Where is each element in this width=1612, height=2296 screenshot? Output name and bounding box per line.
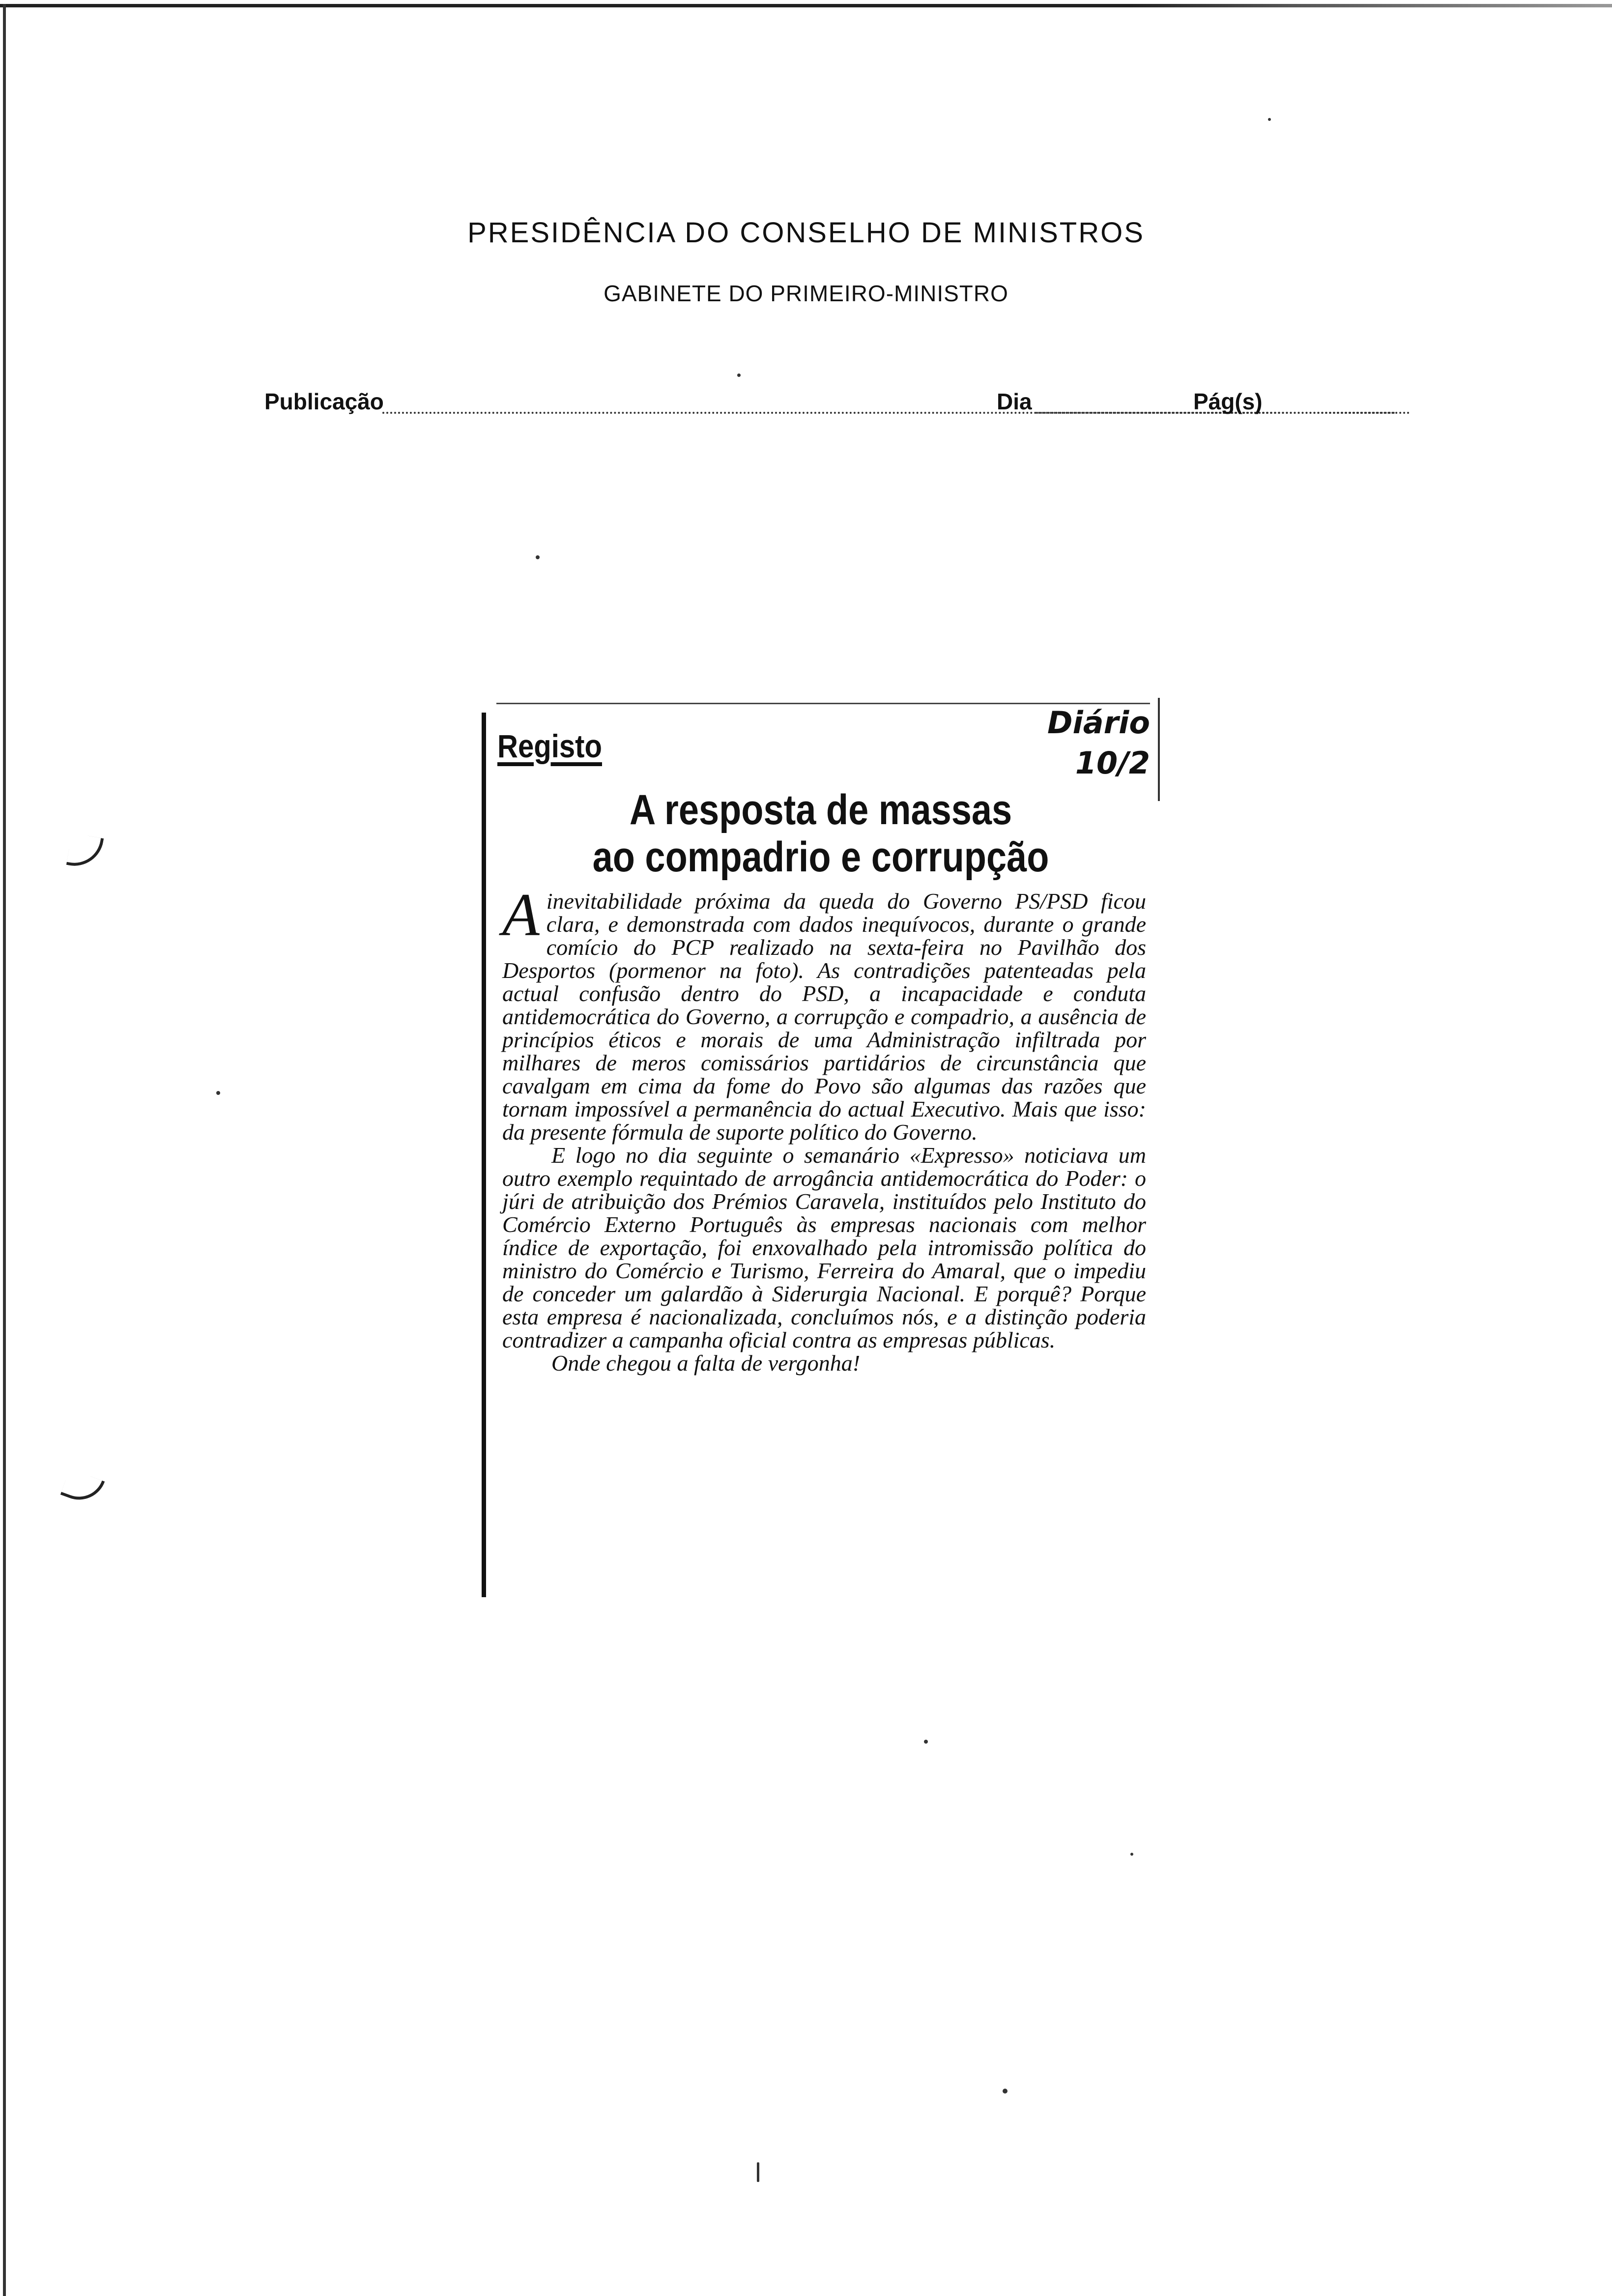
- scan-speck: [1003, 2089, 1008, 2094]
- handwritten-source: Diário: [1047, 705, 1150, 741]
- publicacao-label: Publicação: [264, 389, 384, 414]
- headline-line-1: A resposta de massas: [629, 786, 1012, 833]
- article-body: [502, 881, 1146, 1376]
- margin-pencil-mark: [60, 1469, 105, 1508]
- publication-fields: [264, 388, 1395, 423]
- scan-border-left: [3, 4, 6, 2296]
- scan-speck: [1268, 118, 1271, 121]
- headline-line-2: ao compadrio e corrupção: [592, 833, 1049, 881]
- paragraph-1-text: inevitabilidade próxima da queda do Governo PS/PSD ficou clara, e demonstrada com dados inequívocos, durante o grande comício do PCP realizado na sexta-feira no Pavilhão dos Desportos (pormenor na foto). As contradições patenteadas pela actual confusão dentro do PSD, a incapacidade e conduta antidemocrática do Governo, a corrupção e compadrio, a ausência de princípios éticos e morais de uma Administração infiltrada por milhares de meros comissários partidários de circunstância que cavalgam em cima da fome do Povo são algumas das razões que tornam impossível a permanência do actual Executivo. Mais que isso: da presente fórmula de suporte político do Governo.: [502, 889, 1146, 1145]
- pags-blank: [1262, 412, 1395, 414]
- paragraph-1: [502, 881, 1146, 1145]
- paragraph-2: E logo no dia seguinte o semanário «Expresso» noticiava um outro exemplo requintado de arrogância antidemocrática do Poder: o júri de atribuição dos Prémios Caravela, instituídos pelo Instituto do Comércio Externo Português às empresas nacionais com melhor índice de exportação, foi enxovalhado pela intromissão política do ministro do Comércio e Turismo, Ferreira do Amaral, que o impediu de conceder um galardão à Siderurgia Nacional. E porquê? Porque esta empresa é nacionalizada, concluímos nós, e a distinção poderia contradizer a campanha oficial contra as empresas públicas.: [502, 1143, 1146, 1352]
- pags-label: Pág(s): [1193, 389, 1263, 414]
- scan-speck: [216, 1091, 220, 1095]
- handwritten-date: 10/2: [1075, 745, 1150, 781]
- clipping-left-rule: [482, 713, 486, 1597]
- scan-border-top: [0, 4, 1612, 7]
- drop-cap: A: [502, 881, 540, 948]
- handwritten-annotation: [1003, 703, 1150, 783]
- margin-pencil-mark: [66, 833, 104, 870]
- dia-label: Dia: [997, 389, 1032, 414]
- article-headline: [554, 786, 1087, 881]
- newspaper-clipping: [482, 698, 1170, 1592]
- letterhead-title: PRESIDÊNCIA DO CONSELHO DE MINISTROS: [467, 217, 1145, 249]
- section-label: Registo: [497, 728, 602, 764]
- letterhead-subtitle: GABINETE DO PRIMEIRO-MINISTRO: [604, 281, 1008, 306]
- scan-speck: [536, 555, 540, 559]
- clipping-right-rule: [1158, 698, 1160, 801]
- scan-speck: [737, 373, 741, 377]
- scan-speck: [757, 2162, 759, 2182]
- paragraph-3: Onde chegou a falta de vergonha!: [551, 1350, 861, 1376]
- scan-speck: [1130, 1853, 1133, 1856]
- scan-speck: [924, 1740, 928, 1744]
